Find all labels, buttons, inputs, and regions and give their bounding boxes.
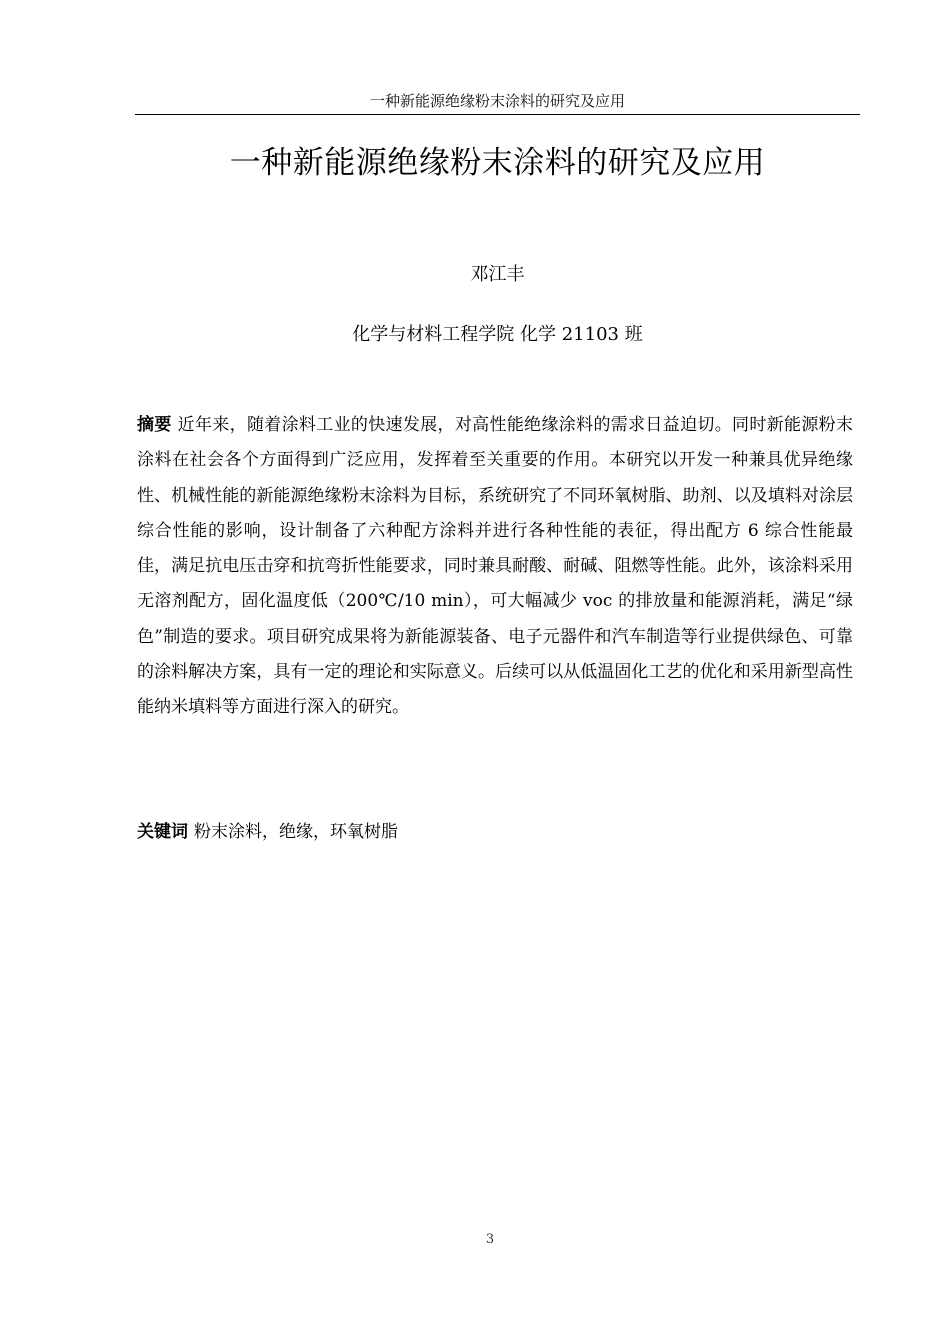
abstract-paragraph [137,408,853,726]
keywords-paragraph [137,819,853,845]
keywords-label: 关键词 [137,822,188,842]
page-number: 3 [485,1232,495,1247]
keywords-text: 粉末涂料，绝缘，环氧树脂 [194,822,398,842]
author-name: 邓江丰 [470,264,525,285]
author-affiliation: 化学与材料工程学院 化学 21103 班 [352,324,643,345]
header-divider [135,114,860,115]
running-header: 一种新能源绝缘粉末涂料的研究及应用 [369,92,625,110]
document-title: 一种新能源绝缘粉末涂料的研究及应用 [229,145,766,181]
abstract-text: 近年来，随着涂料工业的快速发展，对高性能绝缘涂料的需求日益迫切。同时新能源粉末涂料在社会各个方面得到广泛应用，发挥着至关重要的作用。本研究以开发一种兼具优异绝缘性、机械性能的新能源绝缘粉末涂料为目标，系统研究了不同环氧树脂、助剂、以及填料对涂层综合性能的影响，设计制备了六种配方涂料并进行各种性能的表征，得出配方 6 综合性能最佳，满足抗电压击穿和抗弯折性能要求，同时兼具耐酸、耐碱、阻燃等性能。此外，该涂料采用无溶剂配方，固化温度低（200℃/10 min），可大幅减少 voc 的排放量和能源消耗，满足“绿色”制造的要求。项目研究成果将为新能源装备、电子元器件和汽车制造等行业提供绿色、可靠的涂料解决方案，具有一定的理论和实际意义。后续可以从低温固化工艺的优化和采用新型高性能纳米填料等方面进行深入的研究。 [137,415,854,718]
abstract-label: 摘要 [137,415,172,435]
